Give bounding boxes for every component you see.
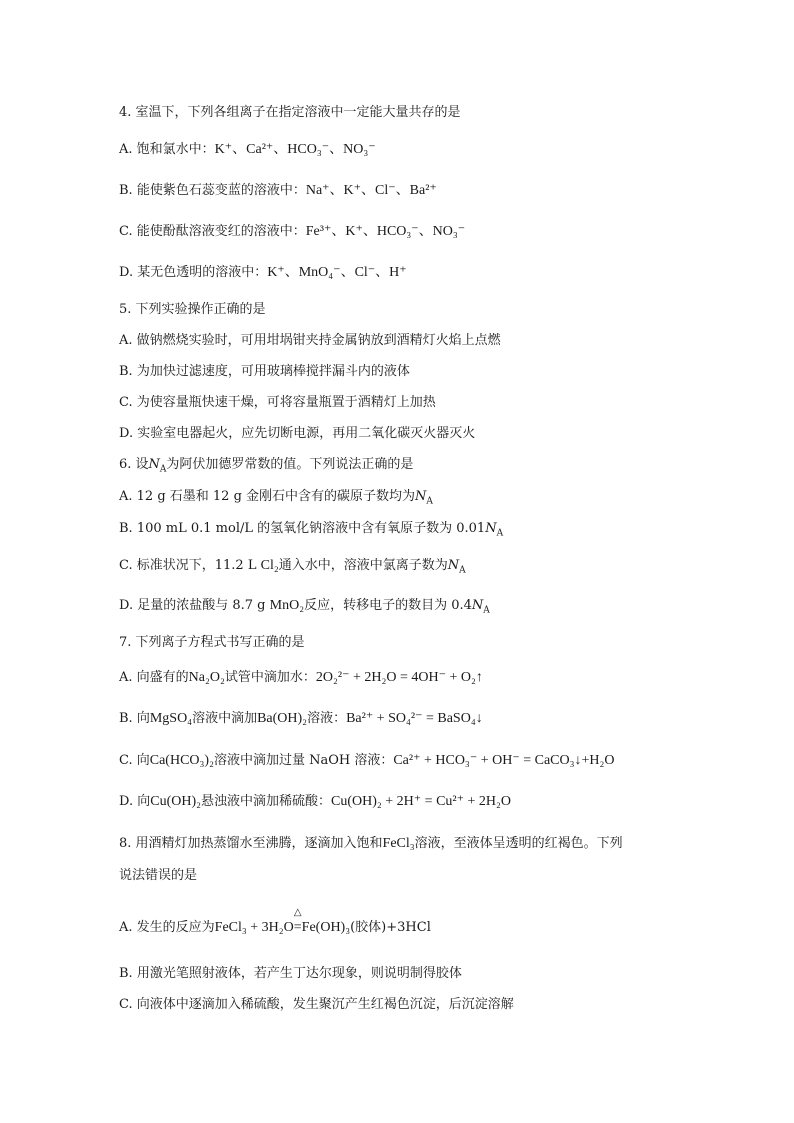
delta-icon: △	[293, 907, 302, 918]
q8-stem-line2: 说法错误的是	[119, 868, 198, 883]
q4-option-b: B. 能使紫色石蕊变蓝的溶液中：Na⁺、K⁺、Cl⁻、Ba²⁺	[119, 183, 437, 198]
q8-option-a: A. 发生的反应为FeCl₃ + 3H₂O △ =Fe(OH)₃(胶体)+3HCl	[119, 907, 431, 935]
q7-option-b: B. 向MgSO₄溶液中滴加Ba(OH)₂溶液：Ba²⁺ + SO₄²⁻ = BaSO₄↓	[119, 711, 483, 726]
q8-option-b: B. 用激光笔照射液体，若产生丁达尔现象，则说明制得胶体	[119, 966, 462, 981]
q4-option-a: A. 饱和氯水中：K⁺、Ca²⁺、HCO₃⁻、NO₃⁻	[119, 142, 376, 157]
q6-option-d: D. 足量的浓盐酸与 8.7 g MnO₂反应，转移电子的数目为 $0.4N_A$	[119, 598, 490, 616]
q5-option-d: D. 实验室电器起火，应先切断电源，再用二氧化碳灭火器灭火	[119, 426, 476, 441]
q5-stem: 5. 下列实验操作正确的是	[119, 302, 266, 317]
q7-option-c: C. 向Ca(HCO₃)₂溶液中滴加过量 NaOH 溶液：Ca²⁺ + HCO₃⁻ + OH⁻ = CaCO₃↓+H₂O	[119, 753, 615, 768]
q5-option-a: A. 做钠燃烧实验时，可用坩埚钳夹持金属钠放到酒精灯火焰上点燃	[119, 333, 501, 348]
q8-stem-line1: 8. 用酒精灯加热蒸馏水至沸腾，逐滴加入饱和FeCl₃溶液，至液体呈透明的红褐色。下列	[119, 836, 623, 851]
q4-stem: 4. 室温下，下列各组离子在指定溶液中一定能大量共存的是	[119, 105, 461, 120]
q7-option-d: D. 向Cu(OH)₂悬浊液中滴加稀硫酸：Cu(OH)₂ + 2H⁺ = Cu²⁺ + 2H₂O	[119, 794, 511, 809]
q8-option-c: C. 向液体中逐滴加入稀硫酸，发生聚沉产生红褐色沉淀，后沉淀溶解	[119, 997, 514, 1012]
q6-stem: 6. 设$N_A$为阿伏加德罗常数的值。下列说法正确的是	[119, 457, 414, 475]
q6-option-c: C. 标准状况下，11.2 L Cl₂通入水中，溶液中氯离子数为$N_A$	[119, 558, 466, 576]
heat-equals-sign: △ =	[293, 907, 302, 935]
q7-stem: 7. 下列离子方程式书写正确的是	[119, 635, 305, 650]
q7-option-a: A. 向盛有的Na₂O₂试管中滴加水：2O₂²⁻ + 2H₂O = 4OH⁻ + O₂↑	[119, 670, 483, 685]
q5-option-c: C. 为使容量瓶快速干燥，可将容量瓶置于酒精灯上加热	[119, 395, 436, 410]
q6-option-a: A. 12 g 石墨和 12 g 金刚石中含有的碳原子数均为$N_A$	[119, 489, 433, 507]
q5-option-b: B. 为加快过滤速度，可用玻璃棒搅拌漏斗内的液体	[119, 364, 410, 379]
q4-option-c: C. 能使酚酞溶液变红的溶液中：Fe³⁺、K⁺、HCO₃⁻、NO₃⁻	[119, 224, 466, 239]
q4-option-d: D. 某无色透明的溶液中：K⁺、MnO₄⁻、Cl⁻、H⁺	[119, 265, 407, 280]
q6-option-b: B. 100 mL 0.1 mol/L 的氢氧化钠溶液中含有氧原子数为 $0.01N_A$	[119, 521, 504, 539]
